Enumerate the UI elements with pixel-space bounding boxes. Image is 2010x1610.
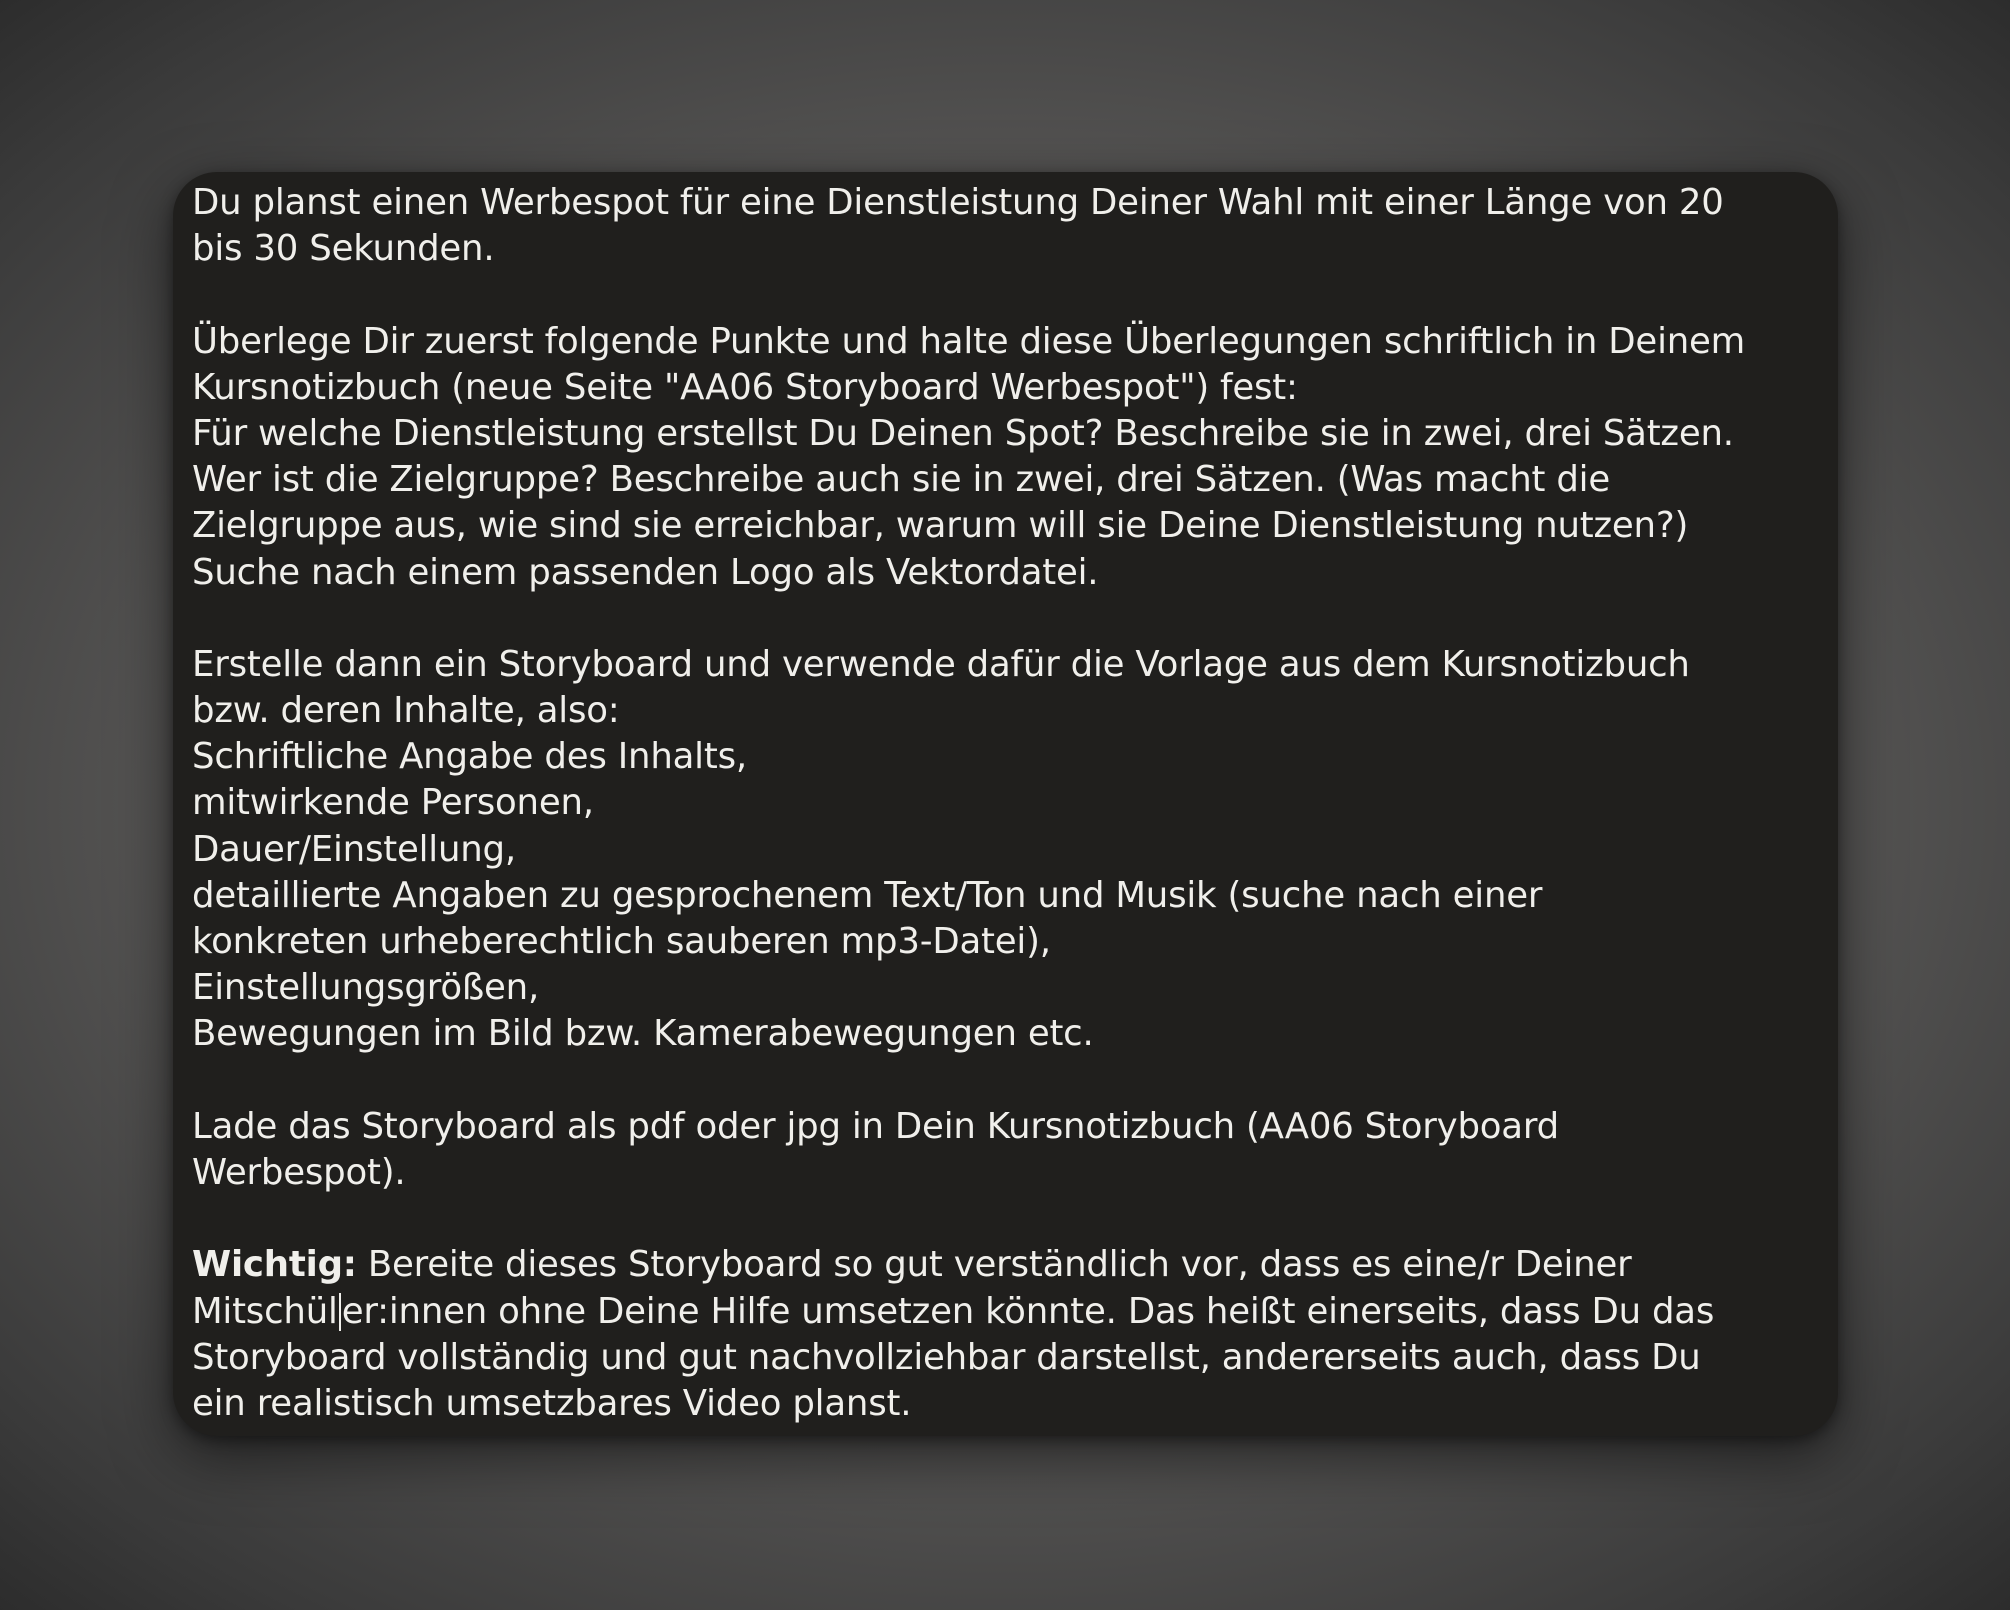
text-line: Schriftliche Angabe des Inhalts, [192,736,747,778]
text-span: er:innen ohne Deine Hilfe umsetzen könnte. Das heißt einerseits, dass Du das [341,1290,1715,1332]
text-line: bzw. deren Inhalte, also: [192,690,620,732]
text-line: Einstellungsgrößen, [192,967,540,1009]
text-line: Erstelle dann ein Storyboard und verwende dafür die Vorlage aus dem Kursnotizbuch [192,643,1690,685]
text-line: Dauer/Einstellung, [192,828,516,870]
text-line: detaillierte Angaben zu gesprochenem Text/Ton und Musik (suche nach einer [192,874,1543,916]
text-line: Kursnotizbuch (neue Seite "AA06 Storyboard Werbespot") fest: [192,366,1298,408]
text-editor-panel[interactable] [173,172,1838,1436]
text-line: ein realistisch umsetzbares Video planst. [192,1382,912,1424]
text-line [192,1242,1745,1288]
text-line: Suche nach einem passenden Logo als Vektordatei. [192,551,1099,593]
text-line: Werbespot). [192,1151,406,1193]
text-line [192,1289,1745,1335]
text-line: Du planst einen Werbespot für eine Dienstleistung Deiner Wahl mit einer Länge von 20 [192,182,1724,223]
text-line: Überlege Dir zuerst folgende Punkte und halte diese Überlegungen schriftlich in Deinem [192,320,1746,362]
important-label: Wichtig: [192,1244,357,1286]
text-line: Lade das Storyboard als pdf oder jpg in Dein Kursnotizbuch (AA06 Storyboard [192,1105,1559,1147]
document-text[interactable] [192,180,1745,1427]
text-span: Bereite dieses Storyboard so gut verständlich vor, dass es eine/r Deiner [356,1244,1632,1286]
text-line: Bewegungen im Bild bzw. Kamerabewegungen etc. [192,1013,1094,1055]
text-line: Storyboard vollständig und gut nachvollziehbar darstellst, andererseits auch, dass Du [192,1336,1701,1378]
blank-line [192,596,1745,642]
blank-line [192,272,1745,318]
blank-line [192,1058,1745,1104]
text-line: mitwirkende Personen, [192,782,594,824]
text-line: Zielgruppe aus, wie sind sie erreichbar, warum will sie Deine Dienstleistung nutzen?) [192,505,1689,547]
text-span: Mitschül [192,1290,338,1332]
text-cursor [339,1293,341,1331]
text-line: bis 30 Sekunden. [192,228,495,270]
blank-line [192,1196,1745,1242]
important-paragraph [192,1242,1745,1427]
text-line: konkreten urheberechtlich sauberen mp3-Datei), [192,921,1051,962]
text-line: Für welche Dienstleistung erstellst Du Deinen Spot? Beschreibe sie in zwei, drei Sätzen. [192,412,1734,454]
text-line: Wer ist die Zielgruppe? Beschreibe auch sie in zwei, drei Sätzen. (Was macht die [192,459,1610,501]
